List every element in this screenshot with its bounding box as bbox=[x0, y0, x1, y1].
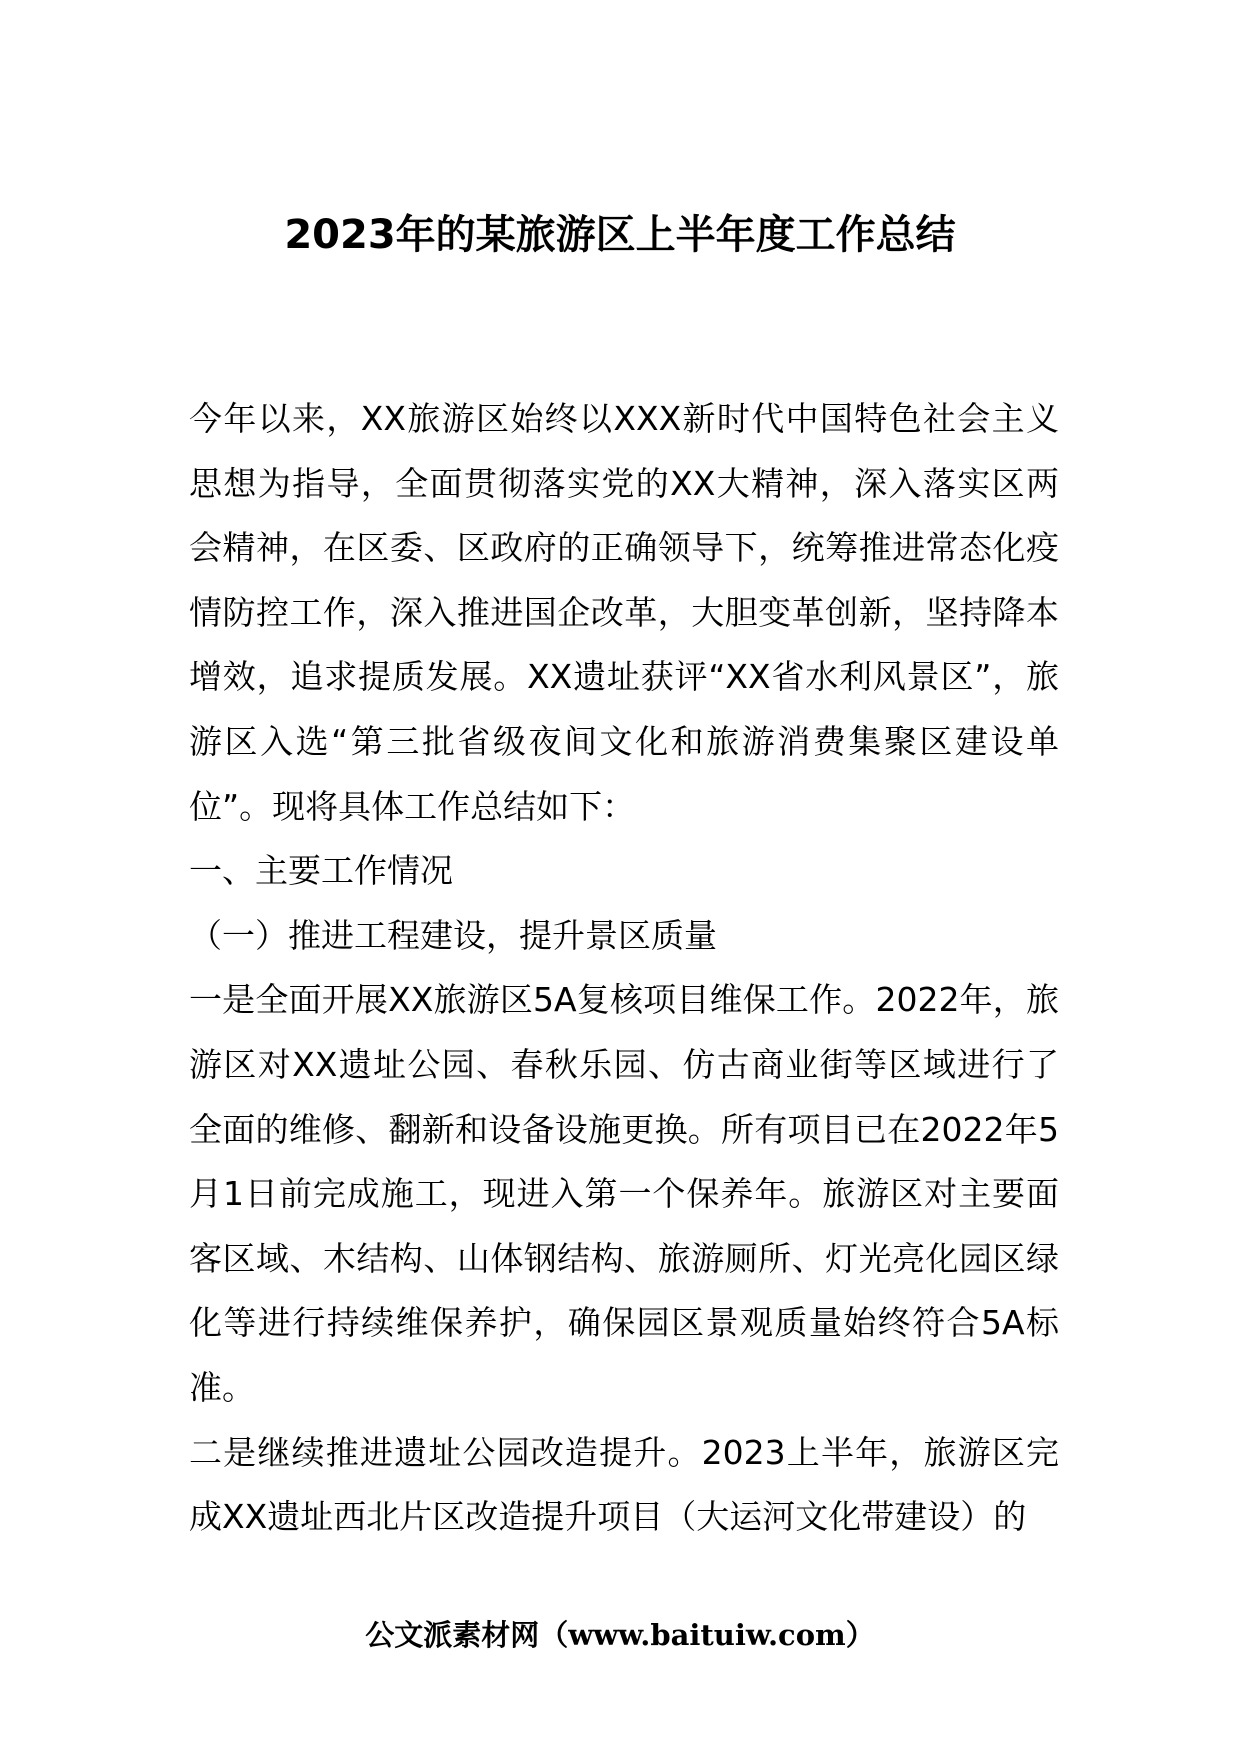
footer-watermark-text: 公文派素材网（www.baituiw.com） bbox=[365, 1618, 875, 1652]
document-body bbox=[189, 387, 1059, 1550]
item-paragraph-2: 二是继续推进遗址公园改造提升。2023上半年，旅游区完成XX遗址西北片区改造提升项目（大运河文化带建设）的 bbox=[189, 1432, 1059, 1537]
document-title: 2023年的某旅游区上半年度工作总结 bbox=[284, 212, 956, 258]
item-paragraph-1: 一是全面开展XX旅游区5A复核项目维保工作。2022年，旅游区对XX遗址公园、春秋乐园、仿古商业街等区域进行了全面的维修、翻新和设备设施更换。所有项目已在2022年5月1日前完成施工，现进入第一个保养年。旅游区对主要面客区域、木结构、山体钢结构、旅游厕所、灯光亮化园区绿化等进行持续维保养护，确保园区景观质量始终符合5A标准。 bbox=[189, 980, 1059, 1407]
subsection-heading: （一）推进工程建设，提升景区质量 bbox=[189, 915, 717, 955]
section-heading: 一、主要工作情况 bbox=[189, 851, 453, 891]
intro-paragraph: 今年以来，XX旅游区始终以XXX新时代中国特色社会主义思想为指导，全面贯彻落实党的XX大精神，深入落实区两会精神，在区委、区政府的正确领导下，统筹推进常态化疫情防控工作，深入推进国企改革，大胆变革创新，坚持降本增效，追求提质发展。XX遗址获评“XX省水利风景区”，旅游区入选“第三批省级夜间文化和旅游消费集聚区建设单位”。现将具体工作总结如下： bbox=[189, 399, 1059, 826]
